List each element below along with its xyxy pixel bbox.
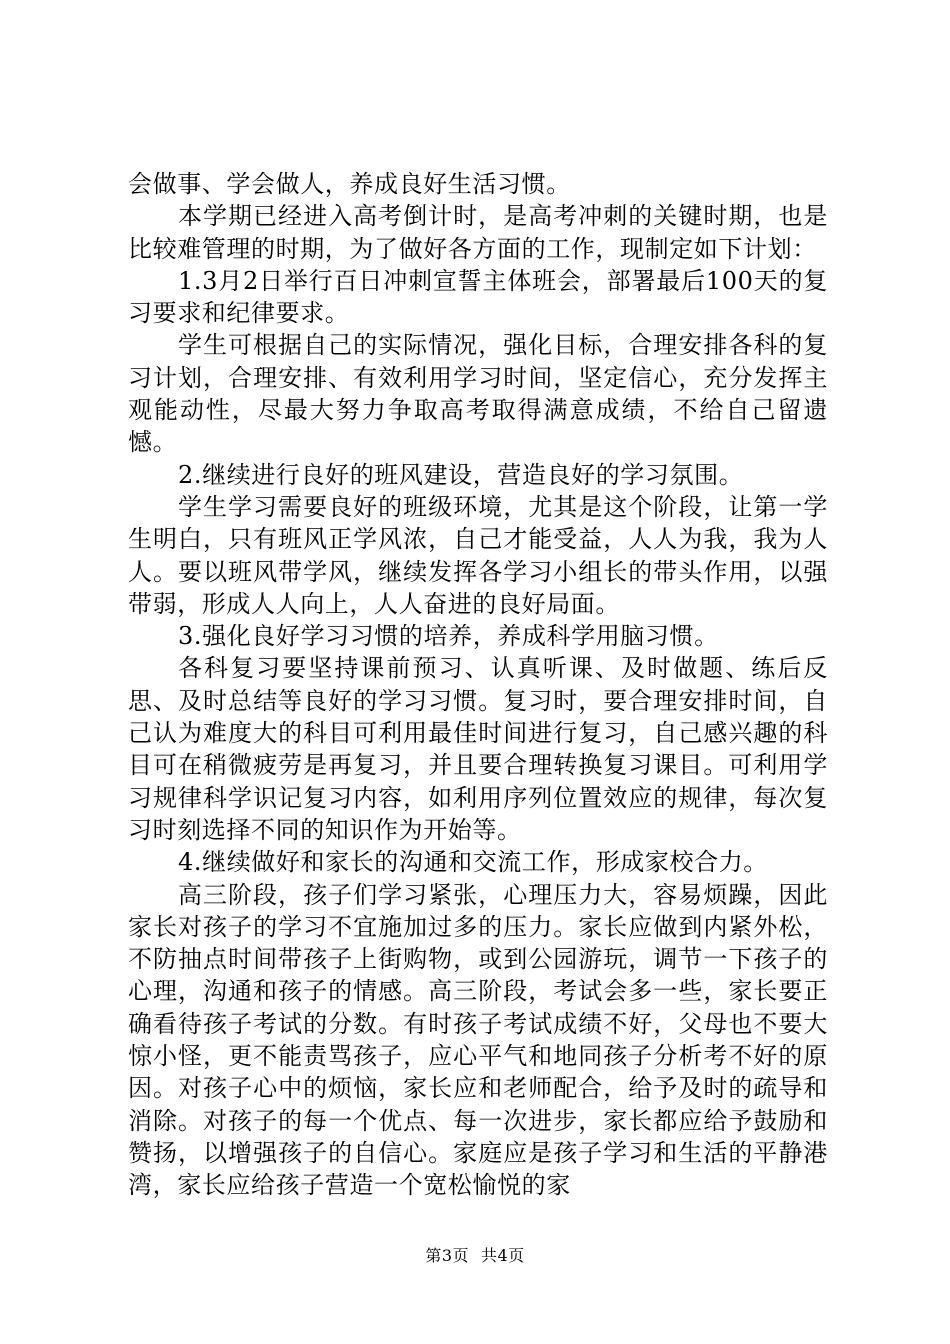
item-3-heading: 3.强化良好学习习惯的培养，养成科学用脑习惯。 [178, 622, 719, 651]
document-body [128, 168, 828, 1202]
page-total: 共4页 [481, 1246, 525, 1265]
item-2-body: 学生学习需要良好的班级环境，尤其是这个阶段，让第一学生明白，只有班风正学风浓，自己才能受益，人人为我，我为人人。要以班风带学风，继续发挥各学习小组长的带头作用，以强带弱，形成人人向上，人人奋进的良好局面。 [128, 492, 828, 618]
page-number: 第3页 [425, 1246, 469, 1265]
item-4-body: 高三阶段，孩子们学习紧张，心理压力大，容易烦躁，因此家长对孩子的学习不宜施加过多的压力。家长应做到内紧外松，不防抽点时间带孩子上街购物，或到公园游玩，调节一下孩子的心理，沟通和孩子的情感。高三阶段，考试会多一些，家长要正确看待孩子考试的分数。有时孩子考试成绩不好，父母也不要大惊小怪，更不能责骂孩子，应心平气和地同孩子分析考不好的原因。对孩子心中的烦恼，家长应和老师配合，给予及时的疏导和消除。对孩子的每一个优点、每一次进步，家长都应给予鼓励和赞扬，以增强孩子的自信心。家庭应是孩子学习和生活的平静港湾，家长应给孩子营造一个宽松愉悦的家 [128, 880, 828, 1200]
item-4-heading: 4.继续做好和家长的沟通和交流工作，形成家校合力。 [178, 848, 768, 877]
item-3-body: 各科复习要坚持课前预习、认真听课、及时做题、练后反思、及时总结等良好的学习习惯。复习时，要合理安排时间，自己认为难度大的科目可利用最佳时间进行复习，自己感兴趣的科目可在稍微疲劳是再复习，并且要合理转换复习课目。可利用学习规律科学识记复习内容，如利用序列位置效应的规律，每次复习时刻选择不同的知识作为开始等。 [128, 654, 828, 844]
paragraph-intro: 本学期已经进入高考倒计时，是高考冲刺的关键时期，也是比较难管理的时期，为了做好各方面的工作，现制定如下计划： [128, 202, 828, 263]
item-2-heading: 2.继续进行良好的班风建设，营造良好的学习氛围。 [178, 460, 744, 489]
item-1-heading: 1.3月2日举行百日冲刺宣誓主体班会，部署最后100天的复习要求和纪律要求。 [128, 266, 828, 328]
item-1-body: 学生可根据自己的实际情况，强化目标，合理安排各科的复习计划，合理安排、有效利用学习时间，坚定信心，充分发挥主观能动性，尽最大努力争取高考取得满意成绩，不给自己留遗憾。 [128, 331, 828, 457]
page-footer [0, 1243, 950, 1266]
paragraph-continuation: 会做事、学会做人，养成良好生活习惯。 [128, 170, 571, 198]
